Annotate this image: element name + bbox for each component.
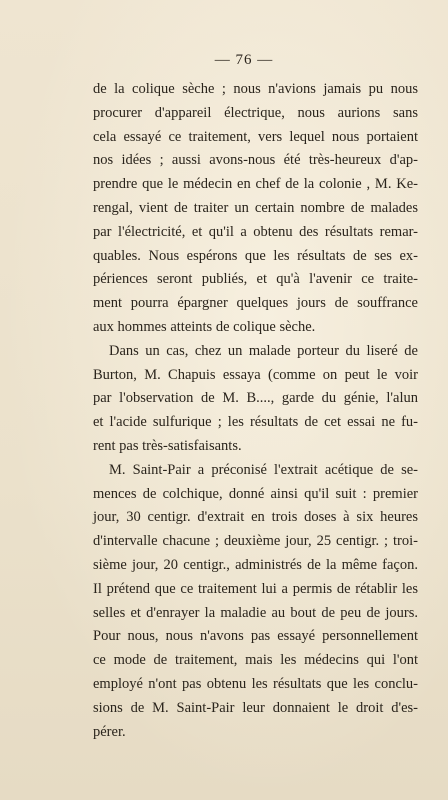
text-line: par l'électricité, et qu'il a obtenu des résultats remar- (93, 223, 418, 240)
text-line: et l'acide sulfurique ; les résultats de cet essai ne fu- (93, 414, 418, 431)
text-line: ment pourra épargner quelques jours de souffrance (93, 295, 418, 312)
text-line: périences seront publiés, et qu'à l'avenir ce traite- (93, 271, 418, 288)
text-line: Pour nous, nous n'avons pas essayé personnellement (93, 628, 418, 645)
text-line: par l'observation de M. B...., garde du génie, l'alun (93, 390, 418, 407)
text-line: Il prétend que ce traitement lui a permis de rétablir les (93, 580, 418, 597)
text-line: nos idées ; aussi avons-nous été très-heureux d'ap- (93, 152, 418, 169)
text-line: d'intervalle chacune ; deuxième jour, 25 centigr. ; troi- (93, 533, 418, 550)
text-line: Dans un cas, chez un malade porteur du liseré de (109, 342, 418, 359)
text-line: M. Saint-Pair a préconisé l'extrait acétique de se- (109, 461, 418, 478)
body-text (93, 78, 418, 744)
text-line: cela essayé ce traitement, vers lequel nous portaient (93, 128, 418, 145)
text-line: prendre que le médecin en chef de la colonie , M. Ke- (93, 176, 418, 193)
page-number: — 76 — (214, 52, 274, 68)
text-line: Burton, M. Chapuis essaya (comme on peut le voir (93, 366, 418, 383)
text-line: employé n'ont pas obtenu les résultats que les conclu- (93, 675, 418, 692)
text-line: pérer. (93, 723, 126, 740)
text-line: jour, 30 centigr. d'extrait en trois doses à six heures (93, 509, 418, 526)
text-line: procurer d'appareil électrique, nous aurions sans (93, 104, 418, 121)
text-line: quables. Nous espérons que les résultats de ses ex- (93, 247, 418, 264)
text-line: de la colique sèche ; nous n'avions jamais pu nous (93, 81, 418, 97)
text-line: rent pas très-satisfaisants. (93, 437, 242, 454)
text-line: sions de M. Saint-Pair leur donnaient le droit d'es- (93, 699, 418, 716)
text-line: aux hommes atteints de colique sèche. (93, 318, 316, 335)
text-line: rengal, vient de traiter un certain nombre de malades (93, 199, 418, 216)
text-line: mences de colchique, donné ainsi qu'il suit : premier (93, 485, 418, 502)
text-line: sième jour, 20 centigr., administrés de la même façon. (93, 556, 418, 573)
text-line: ce mode de traitement, mais les médecins qui l'ont (93, 652, 418, 669)
text-line: selles et d'enrayer la maladie au bout de peu de jours. (93, 604, 418, 621)
